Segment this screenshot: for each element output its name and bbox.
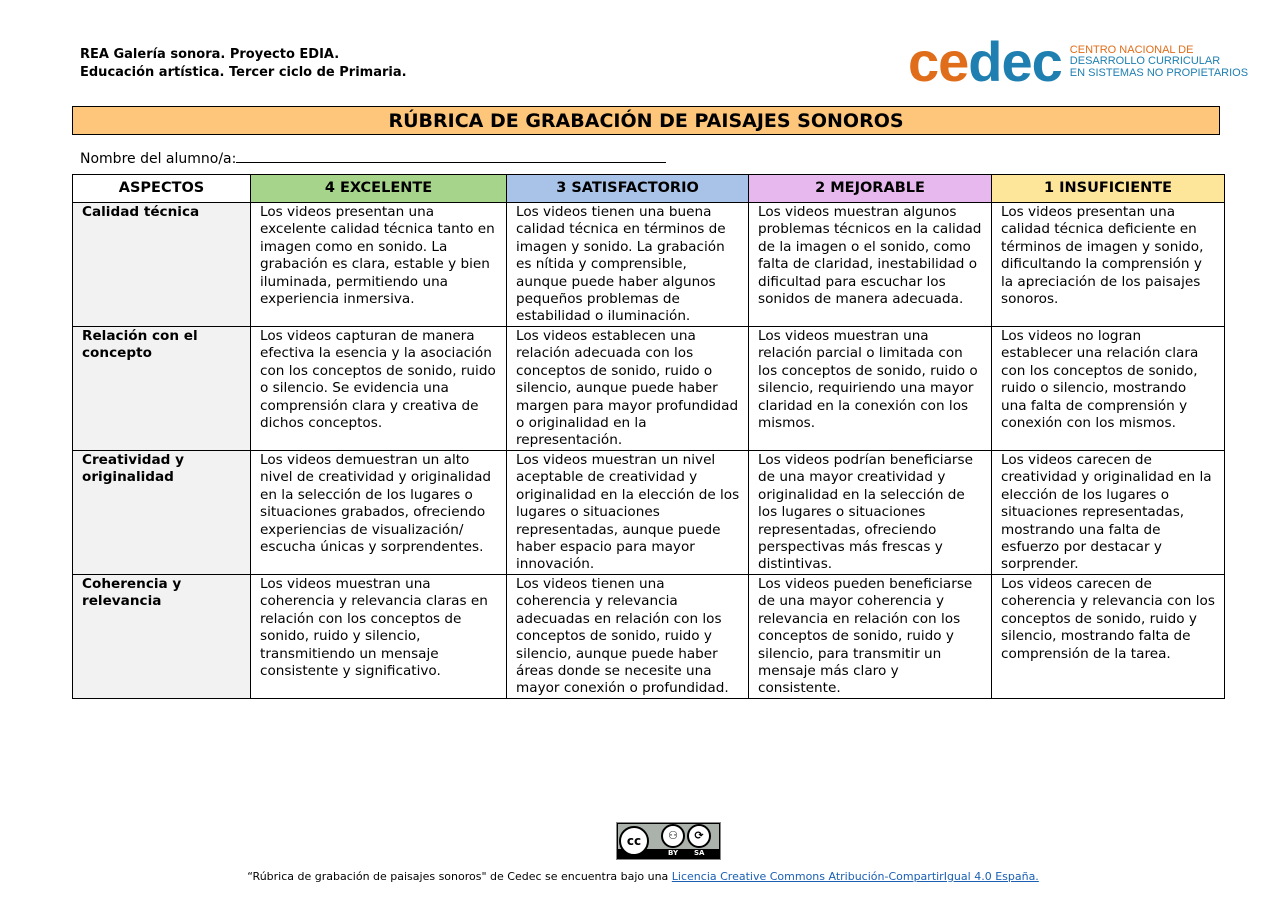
student-name-label: Nombre del alumno/a: — [80, 151, 237, 167]
aspect-cell: Creatividad y originalidad — [73, 451, 251, 575]
cc-icon: cc — [619, 826, 649, 856]
logo-sub-line-3: EN SISTEMAS NO PROPIETARIOS — [1069, 66, 1249, 79]
table-row — [73, 327, 1225, 451]
student-name-blank[interactable] — [236, 148, 666, 163]
criterion-cell: Los videos capturan de manera efectiva la esencia y la asociación con los conceptos de sonido, ruido o silencio. Se evidencia una comprensión clara y creativa de dichos conceptos. — [251, 327, 507, 451]
table-row — [73, 451, 1225, 575]
rubric-table — [72, 174, 1225, 699]
license-link[interactable]: Licencia Creative Commons Atribución-CompartirIgual 4.0 España. — [671, 870, 1039, 883]
criterion-cell: Los videos muestran algunos problemas técnicos en la calidad de la imagen o el sonido, como falta de claridad, inestabilidad o dificultad para escuchar los sonidos de manera adecuada. — [749, 203, 992, 327]
criterion-cell: Los videos demuestran un alto nivel de creatividad y originalidad en la selección de los lugares o situaciones grabados, ofreciendo experiencias de visualización/ escucha únicas y sorprendentes. — [251, 451, 507, 575]
column-header-excelente: 4 EXCELENTE — [251, 175, 507, 203]
table-row — [73, 575, 1225, 699]
logo-subtitle — [1070, 45, 1248, 80]
criterion-cell: Los videos muestran un nivel aceptable de creatividad y originalidad en la elección de los lugares o situaciones representadas, aunque puede haber espacio para mayor innovación. — [507, 451, 749, 575]
column-header-aspectos: ASPECTOS — [73, 175, 251, 203]
criterion-cell: Los videos tienen una buena calidad técnica en términos de imagen y sonido. La grabación es nítida y comprensible, aunque puede haber algunos pequeños problemas de estabilidad o iluminación. — [507, 203, 749, 327]
footer-text: “Rúbrica de grabación de paisajes sonoros" de Cedec se encuentra bajo una — [247, 870, 672, 883]
license-footer — [0, 870, 1286, 883]
criterion-cell: Los videos presentan una calidad técnica deficiente en términos de imagen y sonido, dificultando la comprensión y la apreciación de los paisajes sonoros. — [992, 203, 1225, 327]
logo-wordmark — [908, 30, 1062, 93]
logo-wordmark-text: cedec — [908, 30, 1062, 93]
by-label: BY — [668, 849, 679, 857]
aspect-cell: Relación con el concepto — [73, 327, 251, 451]
sa-label: SA — [694, 849, 705, 857]
table-row — [73, 203, 1225, 327]
criterion-cell: Los videos muestran una relación parcial o limitada con los conceptos de sonido, ruido o silencio, requiriendo una mayor claridad en la conexión con los mismos. — [749, 327, 992, 451]
header-course: Educación artística. Tercer ciclo de Primaria. — [80, 65, 407, 80]
criterion-cell: Los videos establecen una relación adecuada con los conceptos de sonido, ruido o silencio, aunque puede haber margen para mayor profundidad o originalidad en la representación. — [507, 327, 749, 451]
header-row — [73, 175, 1225, 203]
column-header-mejorable: 2 MEJORABLE — [749, 175, 992, 203]
sa-share-alike-icon: ⟳ — [687, 824, 711, 848]
column-header-insuficiente: 1 INSUFICIENTE — [992, 175, 1225, 203]
criterion-cell: Los videos tienen una coherencia y relevancia adecuadas en relación con los conceptos de sonido, ruido y silencio, aunque puede haber áreas donde se necesite una mayor conexión o profundidad. — [507, 575, 749, 699]
aspect-cell: Calidad técnica — [73, 203, 251, 327]
cc-license-badge[interactable] — [616, 822, 721, 860]
rubric-title: RÚBRICA DE GRABACIÓN DE PAISAJES SONOROS — [72, 106, 1220, 135]
criterion-cell: Los videos muestran una coherencia y relevancia claras en relación con los conceptos de sonido, ruido y silencio, transmitiendo un mensaje consistente y significativo. — [251, 575, 507, 699]
aspect-cell: Coherencia y relevancia — [73, 575, 251, 699]
criterion-cell: Los videos carecen de coherencia y relevancia con los conceptos de sonido, ruido y silencio, mostrando falta de comprensión de la tarea. — [992, 575, 1225, 699]
document-header — [80, 46, 407, 82]
by-attribution-icon: ⚇ — [661, 824, 685, 848]
criterion-cell: Los videos presentan una excelente calidad técnica tanto en imagen como en sonido. La grabación es clara, estable y bien iluminada, permitiendo una experiencia inmersiva. — [251, 203, 507, 327]
criterion-cell: Los videos no logran establecer una relación clara con los conceptos de sonido, ruido o silencio, mostrando una falta de comprensión y conexión con los mismos. — [992, 327, 1225, 451]
criterion-cell: Los videos carecen de creatividad y originalidad en la elección de los lugares o situaciones representadas, mostrando una falta de esfuerzo por destacar y sorprender. — [992, 451, 1225, 575]
logo-sub-line-2: DESARROLLO CURRICULAR — [1069, 55, 1221, 68]
criterion-cell: Los videos pueden beneficiarse de una mayor coherencia y relevancia en relación con los conceptos de sonido, ruido y silencio, para transmitir un mensaje más claro y consistente. — [749, 575, 992, 699]
criterion-cell: Los videos podrían beneficiarse de una mayor creatividad y originalidad en la selección de los lugares o situaciones representadas, ofreciendo perspectivas más frescas y distintivas. — [749, 451, 992, 575]
column-header-satisfactorio: 3 SATISFACTORIO — [507, 175, 749, 203]
student-name-line — [80, 148, 666, 167]
logo-sub-line-1: CENTRO NACIONAL DE — [1069, 43, 1194, 56]
cedec-logo — [908, 30, 1249, 93]
header-project: REA Galería sonora. Proyecto EDIA. — [80, 47, 340, 62]
